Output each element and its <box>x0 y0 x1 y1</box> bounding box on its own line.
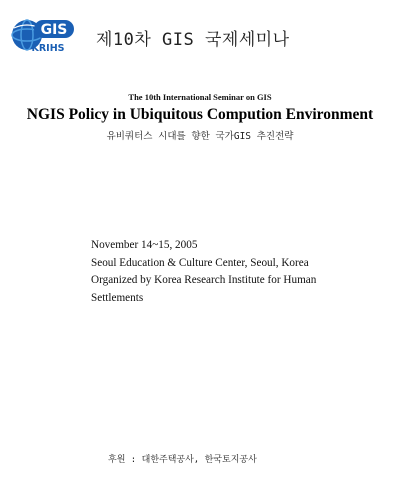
seminar-title-korean: 제10차 GIS 국제세미나 <box>96 30 290 50</box>
event-venue: Seoul Education & Culture Center, Seoul, Korea <box>91 256 309 269</box>
document-title-english: NGIS Policy in Ubiquitous Compution Environment <box>26 106 374 123</box>
sponsors-text: 후원 : 대한주택공사, 한국토지공사 <box>108 455 257 465</box>
logo-mark-text: GIS <box>40 22 68 38</box>
logo-org-text: KRIHS <box>31 43 65 54</box>
event-info <box>91 237 391 307</box>
globe-logo-icon <box>10 18 88 54</box>
document-title-korean: 유비쿼터스 시대를 향한 국가GIS 추진전략 <box>106 131 294 142</box>
event-organizer-line1: Organized by Korea Research Institute for Human <box>91 274 317 286</box>
seminar-subtitle-english: The 10th International Seminar on GIS <box>128 92 272 102</box>
title-block <box>0 92 400 142</box>
event-organizer-line2: Settlements <box>91 291 144 304</box>
krihs-gis-logo <box>10 18 88 54</box>
event-date: November 14~15, 2005 <box>91 239 198 251</box>
